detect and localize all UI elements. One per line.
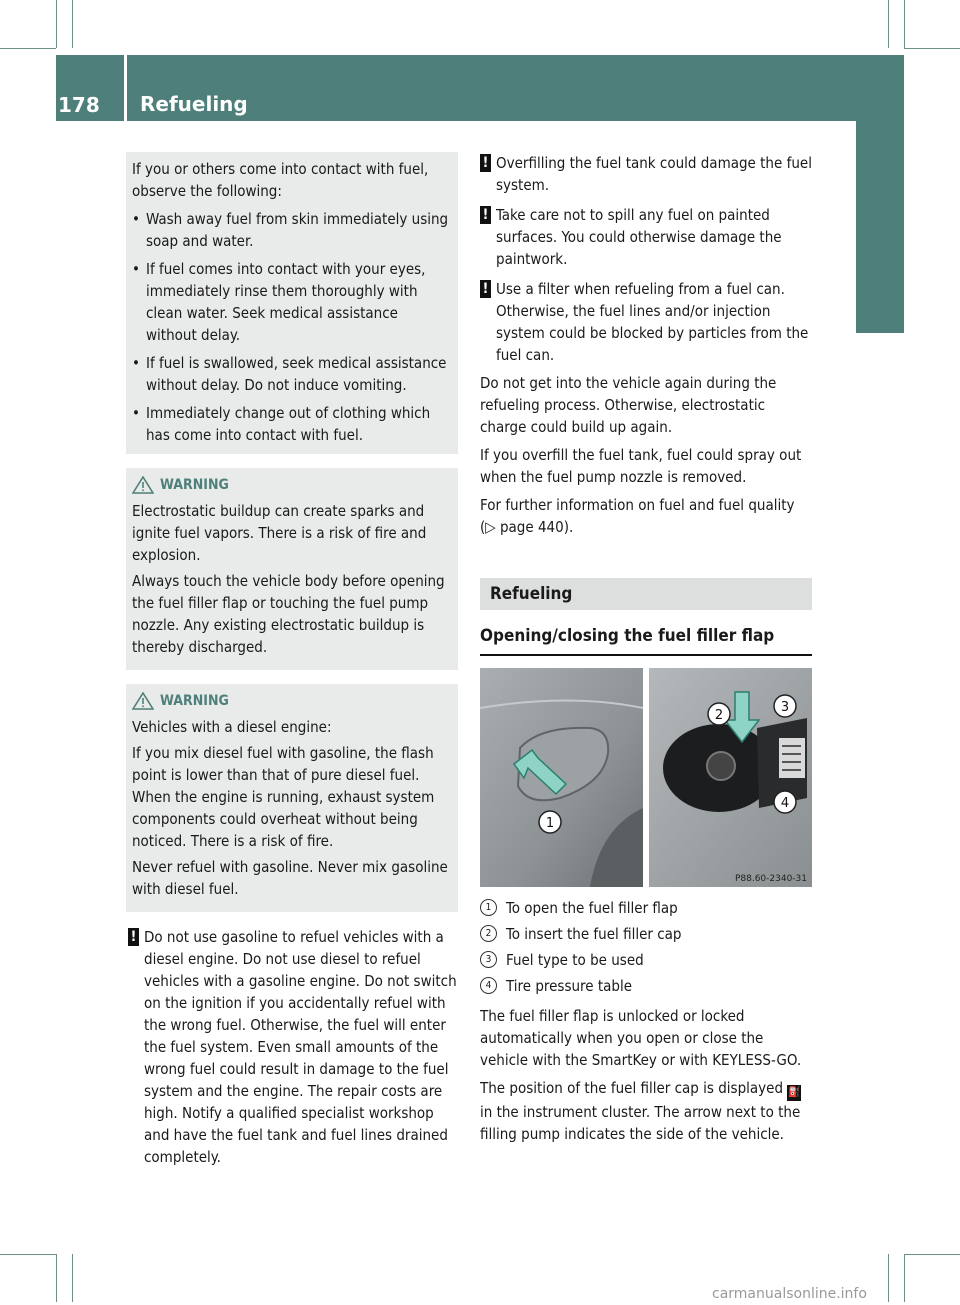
crop-mark [904, 48, 960, 49]
warning-label: WARNING [160, 693, 229, 709]
legend-item [480, 923, 812, 945]
warning-triangle-icon [132, 476, 154, 494]
section-heading: Refueling [480, 578, 812, 610]
warning-text: Electrostatic buildup can create sparks and ignite fuel vapors. There is a risk of fire and explosion. [132, 502, 427, 564]
warning-box-electrostatic [126, 468, 458, 670]
warning-text: If you mix diesel fuel with gasoline, the flash point is lower than that of pure diesel fuel. When the engine is running, exhaust system components could overheat without being noticed. There is a risk of fire. [132, 744, 435, 850]
fuel-pump-icon: ⛽ [787, 1085, 801, 1101]
warning-box-diesel [126, 684, 458, 912]
exclamation-icon: ! [480, 280, 491, 298]
watermark: carmanualsonline.info [712, 1286, 867, 1302]
legend-item [480, 949, 812, 971]
subsection-heading: Opening/closing the fuel filler flap [480, 626, 812, 656]
warning-text: Vehicles with a diesel engine: [132, 718, 332, 736]
warning-text: Always touch the vehicle body before opening the fuel filler flap or touching the fuel pump nozzle. Any existing electrostatic buildup is thereby discharged. [132, 572, 445, 656]
crop-mark [0, 1254, 56, 1255]
paragraph-position [480, 1077, 812, 1145]
page-number: 178 [58, 93, 100, 117]
list-item: • Wash away fuel from skin immediately using soap and water. [132, 208, 450, 252]
note-overfill [480, 152, 812, 196]
crop-mark [56, 0, 57, 48]
paragraph-further-info [480, 494, 812, 538]
figure-panel-closed-flap [480, 668, 643, 887]
crop-mark [72, 1254, 73, 1302]
legend-number: 4 [480, 977, 497, 994]
exclamation-icon: ! [480, 154, 491, 172]
warning-text: Never refuel with gasoline. Never mix gasoline with diesel fuel. [132, 858, 448, 898]
fuel-contact-box [126, 152, 458, 454]
legend-text: Fuel type to be used [506, 951, 644, 969]
paragraph: Do not get into the vehicle again during the refueling process. Otherwise, electrostatic charge could build up again. [480, 374, 777, 436]
crop-mark [888, 0, 889, 48]
callout-2: 2 [714, 708, 724, 723]
note-text: Overfilling the fuel tank could damage the fuel system. [496, 154, 812, 194]
page-reference-link[interactable]: page 440). [499, 518, 574, 536]
crop-mark [0, 48, 56, 49]
paragraph-position-a: The position of the fuel filler cap is displayed [480, 1079, 784, 1097]
exclamation-icon: ! [480, 206, 491, 224]
figure-code: P88.60-2340-31 [734, 874, 807, 884]
exclamation-icon: ! [128, 928, 139, 946]
header-separator [124, 55, 127, 121]
page-ref-arrow-icon: ▷ [485, 518, 500, 536]
crop-mark [904, 1254, 905, 1302]
warning-triangle-icon [132, 692, 154, 710]
crop-mark [56, 1254, 57, 1302]
note-text: Do not use gasoline to refuel vehicles with a diesel engine. Do not use diesel to refuel vehicles with a gasoline engine. Do not switch on the ignition if you accidentally refuel with the wrong fuel. Otherwise, the fuel will enter the fuel system. Even small amounts of the wrong fuel could result in damage to the fuel system and the engine. The repair costs are high. Notify a qualified specialist workshop and have the fuel tank and fuel lines drained completely. [144, 928, 457, 1166]
warning-heading [132, 690, 450, 712]
paragraph-unlock: The fuel filler flap is unlocked or locked automatically when you open or close the vehicle with the SmartKey or with KEYLESS-GO. [480, 1007, 802, 1069]
right-column [480, 152, 812, 1151]
legend-item [480, 975, 812, 997]
warning-heading [132, 474, 450, 496]
page-ref-open: ( [480, 518, 486, 536]
note-wrong-fuel [128, 926, 458, 1168]
legend-text: To insert the fuel filler cap [506, 925, 682, 943]
legend-number: 1 [480, 899, 497, 916]
warning-label: WARNING [160, 477, 229, 493]
crop-mark [904, 1254, 960, 1255]
legend-number: 3 [480, 951, 497, 968]
note-filter [480, 278, 812, 366]
crop-mark [888, 1254, 889, 1302]
note-spill [480, 204, 812, 270]
list-item: • Immediately change out of clothing which has come into contact with fuel. [132, 402, 450, 446]
legend-item [480, 897, 812, 919]
note-text: Take care not to spill any fuel on painted surfaces. You could otherwise damage the paintwork. [496, 206, 782, 268]
callout-1: 1 [545, 816, 555, 831]
page-title: Refueling [140, 92, 248, 116]
further-info-text: For further information on fuel and fuel quality [480, 496, 795, 514]
callout-4: 4 [780, 796, 790, 811]
list-item: • If fuel comes into contact with your eyes, immediately rinse them thoroughly with clean water. Seek medical assistance without delay. [132, 258, 450, 346]
list-item: • If fuel is swallowed, seek medical assistance without delay. Do not induce vomiting. [132, 352, 450, 396]
paragraph-position-b: in the instrument cluster. The arrow next to the filling pump indicates the side of the vehicle. [480, 1103, 801, 1143]
crop-mark [904, 0, 905, 48]
callout-3: 3 [780, 700, 790, 715]
note-text: Use a filter when refueling from a fuel can. Otherwise, the fuel lines and/or injection system could be blocked by particles from the fuel can. [496, 280, 809, 364]
fuel-contact-intro: If you or others come into contact with fuel, observe the following: [132, 160, 429, 200]
figure-panel-open-flap [649, 668, 812, 887]
crop-mark [72, 0, 73, 48]
paragraph: If you overfill the fuel tank, fuel could spray out when the fuel pump nozzle is removed. [480, 446, 802, 486]
legend-text: Tire pressure table [506, 977, 633, 995]
side-tab-label: Driving and parking [870, 101, 894, 326]
legend-text: To open the fuel filler flap [506, 899, 678, 917]
legend-number: 2 [480, 925, 497, 942]
left-column [128, 152, 458, 1174]
figure-fuel-filler-flap [480, 668, 812, 887]
